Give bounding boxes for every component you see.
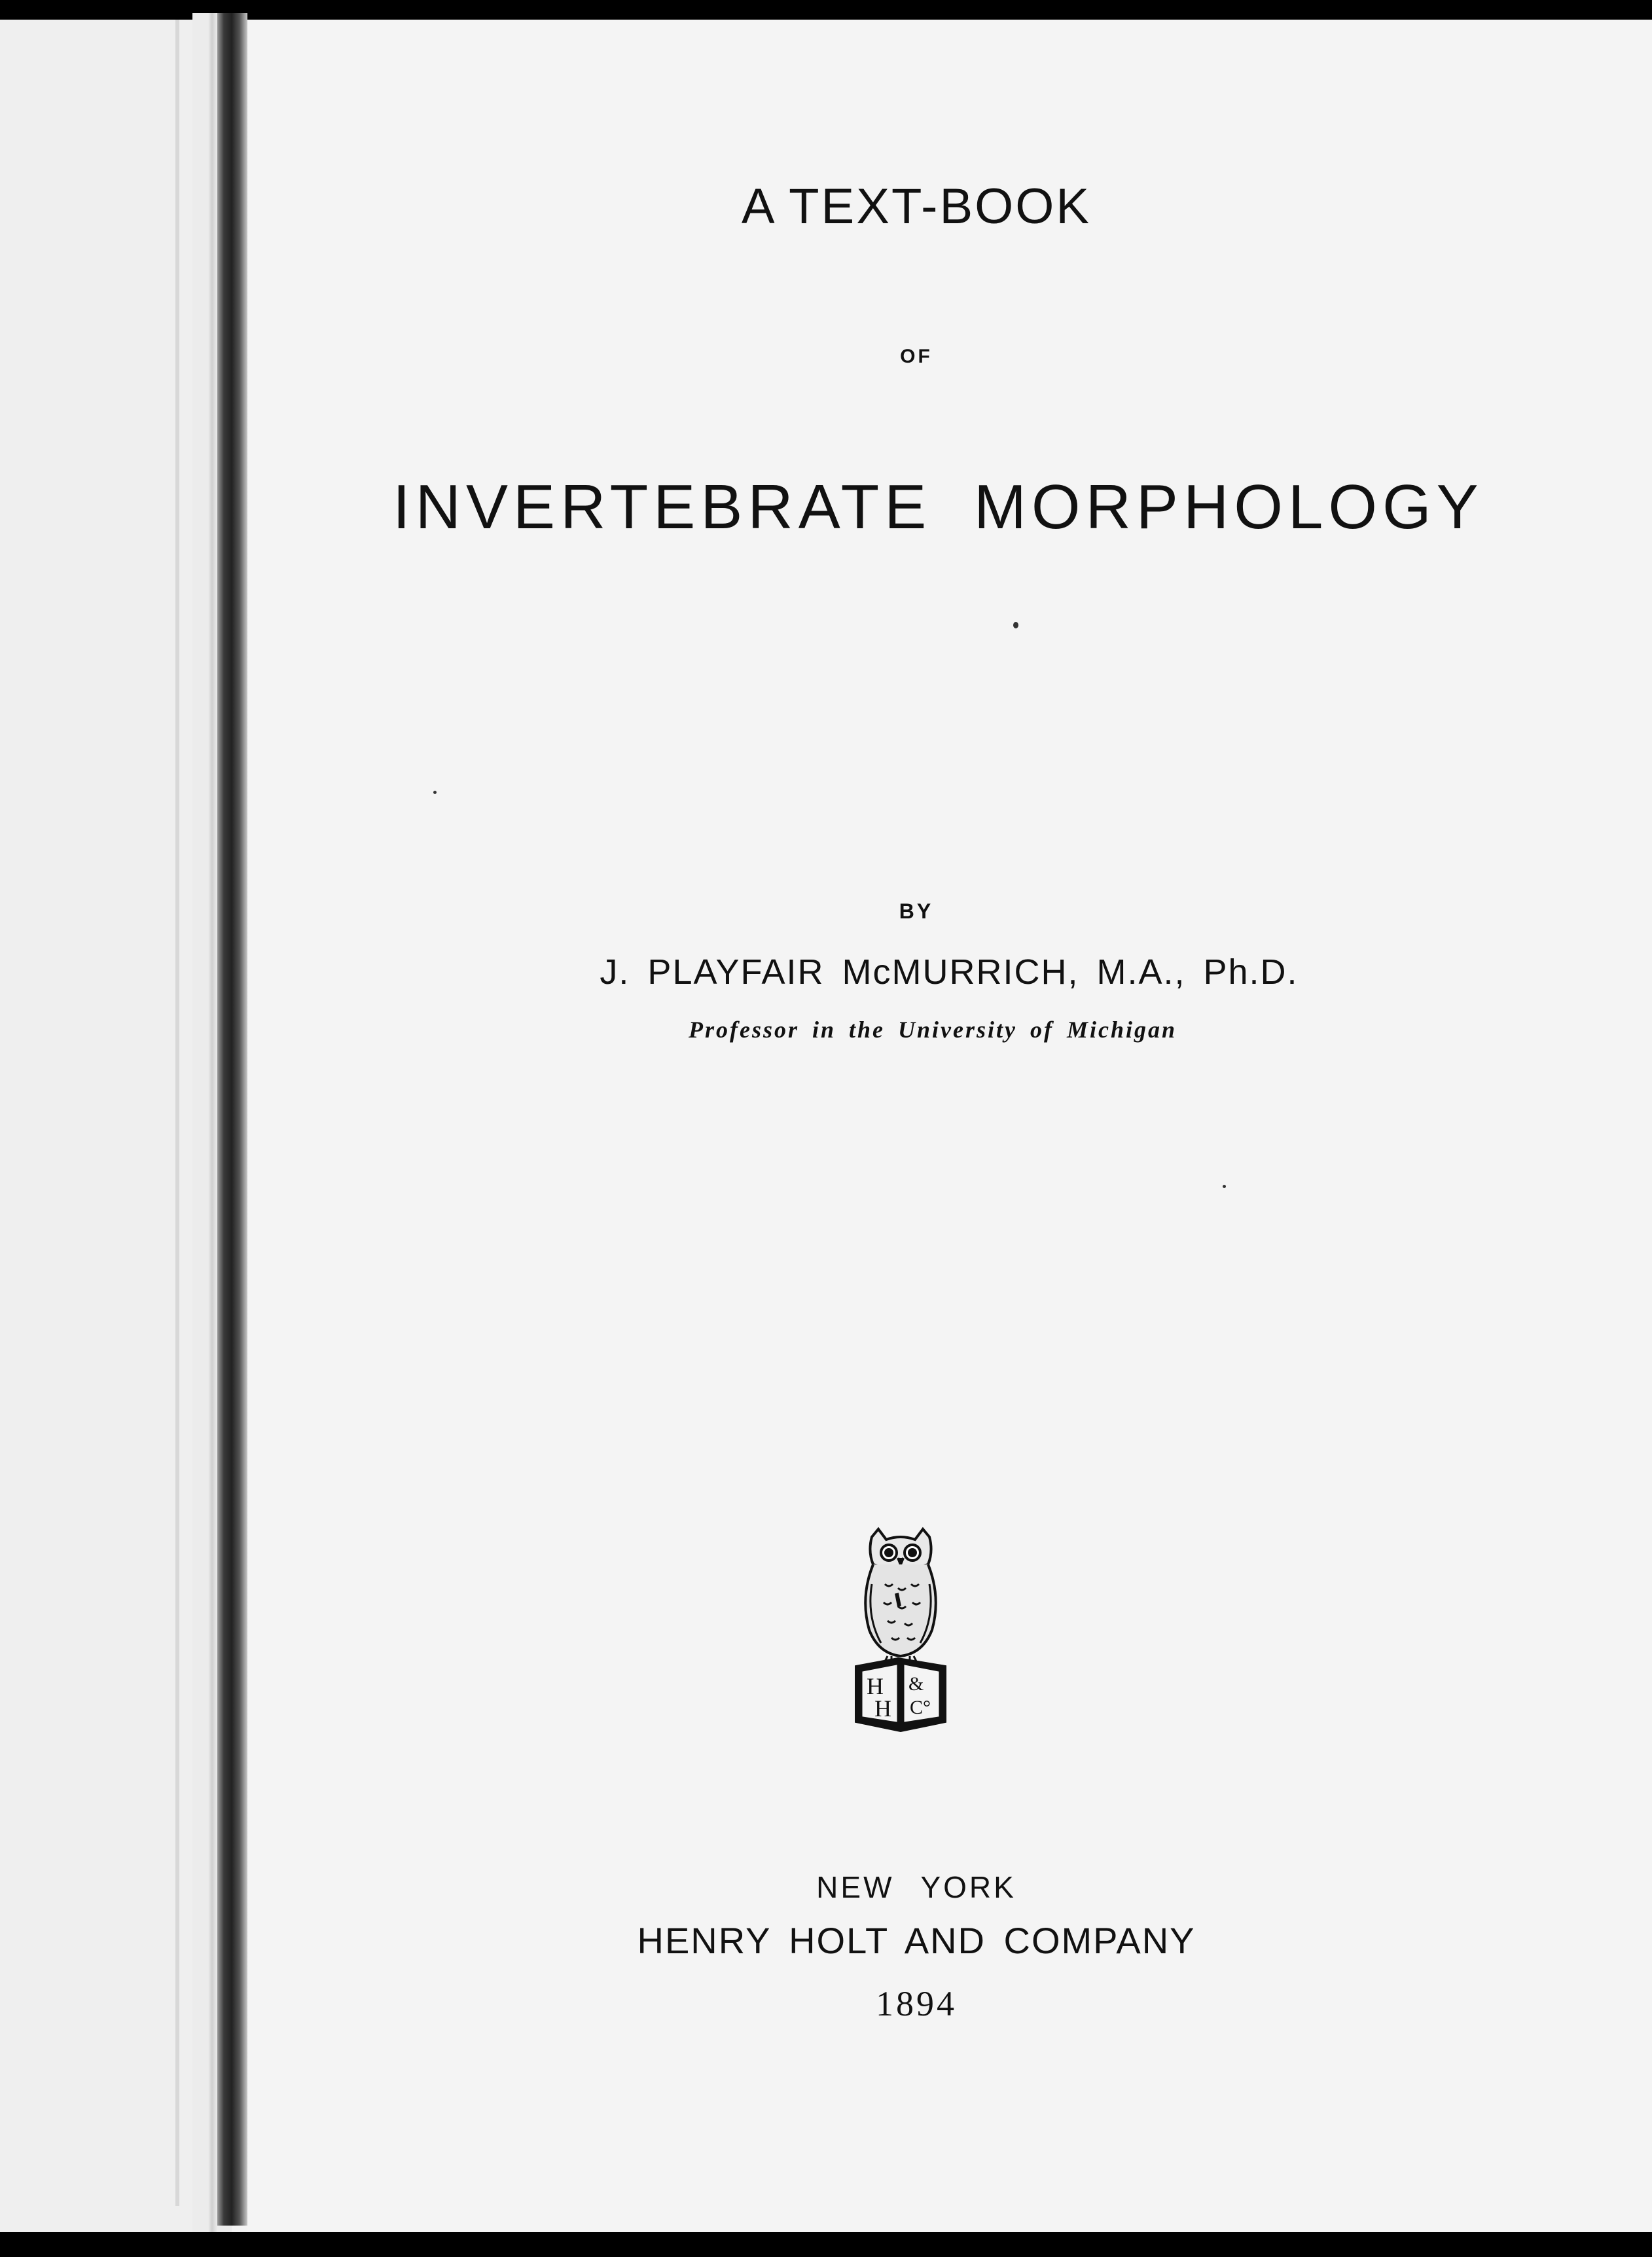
ink-speck xyxy=(1013,622,1018,628)
scan-bottom-border xyxy=(0,2232,1652,2257)
byline-label: BY xyxy=(899,899,934,923)
left-page-edge xyxy=(0,20,196,2257)
book-spine-shadow xyxy=(217,13,247,2226)
emblem-monogram-co: C° xyxy=(910,1697,931,1718)
publisher-city: NEW YORK xyxy=(816,1870,1016,1904)
ink-speck xyxy=(433,791,437,794)
publisher-name: HENRY HOLT AND COMPANY xyxy=(637,1920,1196,1961)
owl-on-book-icon xyxy=(852,1525,949,1732)
title-line-textbook: A TEXT-BOOK xyxy=(741,179,1092,234)
title-line-of: OF xyxy=(900,346,933,367)
author-name: J. PLAYFAIR McMURRICH, M.A., Ph.D. xyxy=(600,952,1299,992)
emblem-monogram-h1: H xyxy=(867,1673,884,1699)
ink-speck xyxy=(1223,1185,1226,1188)
author-affiliation: Professor in the University of Michigan xyxy=(688,1017,1177,1043)
book-title: INVERTEBRATE MORPHOLOGY xyxy=(393,472,1484,542)
scan-top-border xyxy=(0,0,1652,20)
emblem-monogram-amp: & xyxy=(908,1673,924,1695)
gutter-line xyxy=(175,20,179,2206)
publication-year: 1894 xyxy=(876,1984,957,2023)
emblem-monogram-h2: H xyxy=(874,1695,891,1722)
